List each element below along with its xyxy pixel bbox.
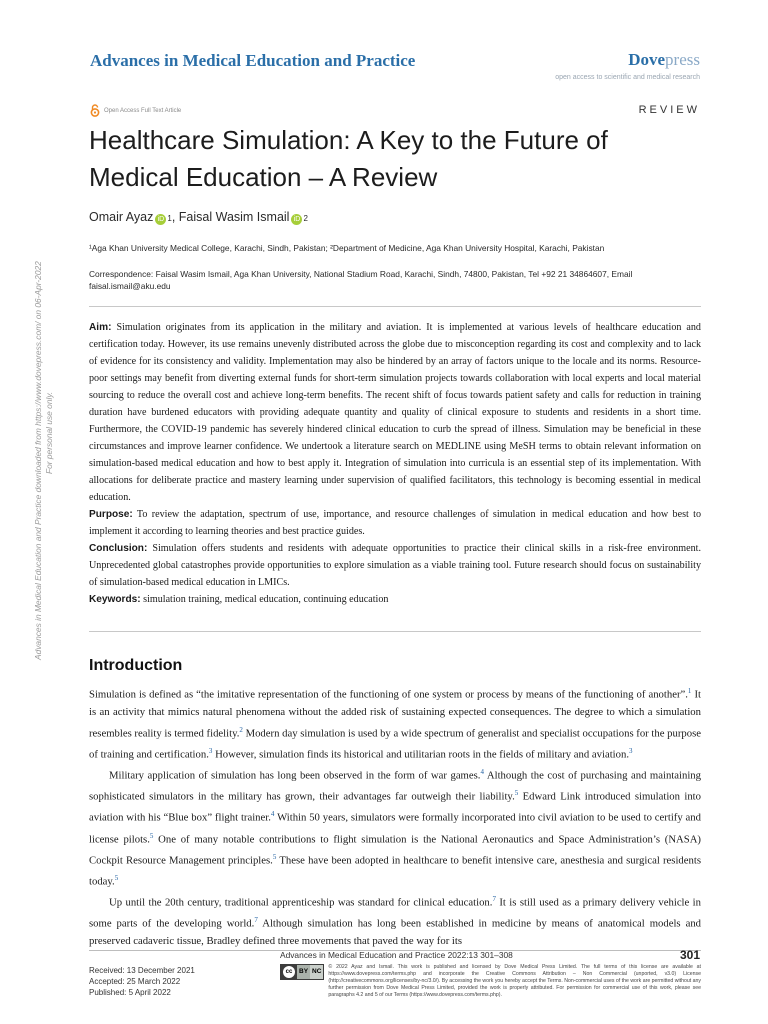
introduction-text-run: Simulation is defined as “the imitative representation of the functioning of one system or process by means of the functioning of another”. [89, 688, 688, 701]
abstract-conclusion-text: Simulation offers students and residents with adequate opportunities to practice their clinical skills in a risk-free environment. Unprecedented global catastrophes provide opportunities to explore simulation as a viable training tool. Future research should focus on sustainability of simulation-based medical education in LMICs. [89, 543, 701, 588]
publisher-tagline: open access to scientific and medical research [555, 74, 700, 81]
introduction-text-run: Although simulation has long been established in medicine by means of anatomical models and preserved cadaveric tissue, Bradley defined three movements that paved the way for its [89, 917, 702, 948]
article-type-label: REVIEW [638, 104, 700, 116]
reference-link[interactable]: 5 [514, 789, 519, 798]
abstract-purpose-label: Purpose: [89, 509, 133, 520]
reference-link[interactable]: 4 [270, 810, 275, 819]
abstract [89, 319, 701, 608]
introduction-text-run: It is an activity that mimics natural phenomena without the added risk of sustaining expected consequences. The degree to which a simulation resembles reality is termed fidelity. [89, 688, 701, 740]
abstract-conclusion [89, 540, 701, 591]
accepted-date: Accepted: 25 March 2022 [89, 977, 181, 986]
journal-title[interactable]: Advances in Medical Education and Practice [90, 51, 416, 70]
author-list [89, 210, 308, 225]
affiliations: ¹Aga Khan University Medical College, Karachi, Sindh, Pakistan; ²Department of Medicine, Aga Khan University Hospital, Karachi, Pakistan [89, 243, 605, 253]
introduction-text-run: Edward Link introduced simulation into aviation with his “Blue box” flight trainer. [89, 790, 701, 824]
cc-by-label: BY [297, 965, 310, 979]
introduction-text-run: Modern day simulation is used by a wide spectrum of generalist and specialist occupations for the purpose of training and certification. [89, 727, 701, 761]
introduction-text-run: However, simulation finds its historical and utilitarian roots in the fields of military and aviation. [212, 748, 629, 761]
open-access-lock-icon [90, 104, 100, 117]
introduction-paragraph [89, 683, 701, 764]
introduction-body [89, 683, 701, 951]
introduction-text-run: It is still used as a primary delivery vehicle in some parts of the developing world. [89, 896, 701, 930]
abstract-purpose-text: To review the adaptation, spectrum of use, importance, and resource challenges of simulation in medical education and how best to implement it according to learning theories and best practice guides. [89, 509, 701, 537]
reference-link[interactable]: 5 [149, 831, 154, 840]
correspondence: Correspondence: Faisal Wasim Ismail, Aga Khan University, National Stadium Road, Karachi, Sindh, 74800, Pakistan, Tel +92 21 34864607, Email faisal.ismail@aku.edu [89, 269, 633, 291]
article-title: Healthcare Simulation: A Key to the Future of Medical Education – A Review [89, 125, 608, 192]
open-access-label: Open Access Full Text Article [104, 107, 182, 114]
reference-link[interactable]: 7 [492, 895, 496, 903]
reference-link[interactable]: 5 [114, 873, 119, 882]
published-date: Published: 5 April 2022 [89, 988, 171, 997]
publisher-logo[interactable] [555, 50, 700, 81]
author-name[interactable]: Omair Ayaz [89, 210, 154, 224]
introduction-paragraph [89, 891, 701, 951]
publisher-name-dove: Dove [628, 50, 666, 69]
reference-link[interactable]: 3 [629, 746, 633, 755]
abstract-aim [89, 319, 701, 506]
abstract-purpose [89, 506, 701, 540]
abstract-keywords-text: simulation training, medical education, continuing education [143, 594, 389, 605]
cc-nc-label: NC [310, 965, 323, 979]
download-watermark-line1: Advances in Medical Education and Practice downloaded from https://www.dovepress.com/ on 06-Apr-2022 [33, 261, 43, 660]
reference-link[interactable]: 7 [254, 916, 258, 925]
download-watermark-line2: For personal use only. [44, 391, 54, 474]
reference-link[interactable]: 4 [480, 768, 484, 777]
page-number: 301 [679, 948, 700, 962]
cc-logo-icon: cc [283, 966, 295, 978]
download-watermark [33, 261, 55, 660]
introduction-paragraph [89, 764, 701, 891]
introduction-text-run: Although the cost of purchasing and maintaining sophisticated simulators in the military has grown, their advantages far outweigh their liability. [89, 769, 701, 803]
abstract-aim-label: Aim: [89, 322, 112, 333]
author-affiliation-marker: 1 [167, 214, 172, 223]
introduction-heading: Introduction [89, 657, 183, 674]
open-access-badge[interactable] [90, 104, 181, 117]
author-separator: , [171, 210, 176, 224]
received-date: Received: 13 December 2021 [89, 966, 195, 975]
introduction-text-run: Up until the 20th century, traditional apprenticeship was standard for clinical education. [109, 896, 493, 909]
reference-link[interactable]: 3 [208, 746, 213, 755]
introduction-text-run: One of many notable contributions to flight simulation is the National Aeronautics and Space Administration’s (NASA) Cockpit Resource Management principles. [89, 833, 701, 867]
introduction-text-run: These have been adopted in healthcare to benefit intensive care, anesthesia and surgical residents today. [89, 854, 701, 888]
reference-link[interactable]: 2 [239, 725, 243, 734]
reference-link[interactable]: 5 [272, 852, 277, 861]
author-name[interactable]: Faisal Wasim Ismail [178, 210, 290, 224]
introduction-text-run: Military application of simulation has long been observed in the form of war games. [109, 769, 481, 782]
abstract-conclusion-label: Conclusion: [89, 543, 148, 554]
abstract-keywords [89, 591, 701, 608]
license-block [280, 964, 701, 999]
license-text: © 2022 Ayaz and Ismail. This work is published and licensed by Dove Medical Press Limited. The full terms of this license are available at https://www.dovepress.com/terms.php and incorporate the Creative Commons Attribution – Non Commercial (unported, v3.0) License (http://creativecommons.org/licenses/by-nc/3.0/). By accessing the work you hereby accept the Terms. Non-commercial uses of the work are permitted without any further permission from Dove Medical Press Limited, provided the work is properly attributed. For permission for commercial use of this work, please see paragraphs 4.2 and 5 of our Terms (https://www.dovepress.com/terms.php). [328, 964, 701, 998]
author-affiliation-marker: 2 [303, 214, 308, 223]
orcid-icon[interactable]: iD [155, 214, 166, 225]
publisher-name-press: press [665, 50, 700, 69]
orcid-icon[interactable]: iD [291, 214, 302, 225]
journal-citation[interactable]: Advances in Medical Education and Practice 2022:13 301–308 [280, 950, 513, 960]
abstract-aim-text: Simulation originates from its application in the military and aviation. It is implemented at various levels of healthcare education and certification today. However, its use remains unevenly distributed across the globe due to misconception regarding its cost and complexity and to lack of evidence for its consistency and validity. Implementation may also be hindered by an array of factors unique to the locale and its norms. Resource-poor settings may benefit from diverting external funds for short-term simulation projects towards collaboration with local experts and local material sourcing to reduce the overall cost and achieve long-term benefits. The recent shift of focus towards patient safety and calls for reduction in training duration have burdened educators with providing adequate quantity and quality of clinical exposure to students and residents in a short time. Furthermore, the COVID-19 pandemic has severely hindered clinical education to curb the spread of illness. Simulation may be beneficial in these circumstances and improve learner confidence. We undertook a literature search on MEDLINE using MeSH terms to obtain relevant information on simulation-based medical education and how to best apply it. Integration of simulation into curricula is an essential step of its implementation. With allocations for deliberate practice and mastery learning under supervision of qualified facilitators, this technology is becoming essential in medical education. [89, 322, 701, 503]
introduction-text-run: Within 50 years, simulators were formally incorporated into civil aviation to be used to certify and license pilots. [89, 811, 701, 846]
abstract-keywords-label: Keywords: [89, 594, 141, 605]
publication-dates [89, 965, 195, 998]
reference-link[interactable]: 1 [687, 687, 692, 695]
cc-license-badge-icon[interactable] [280, 964, 324, 980]
